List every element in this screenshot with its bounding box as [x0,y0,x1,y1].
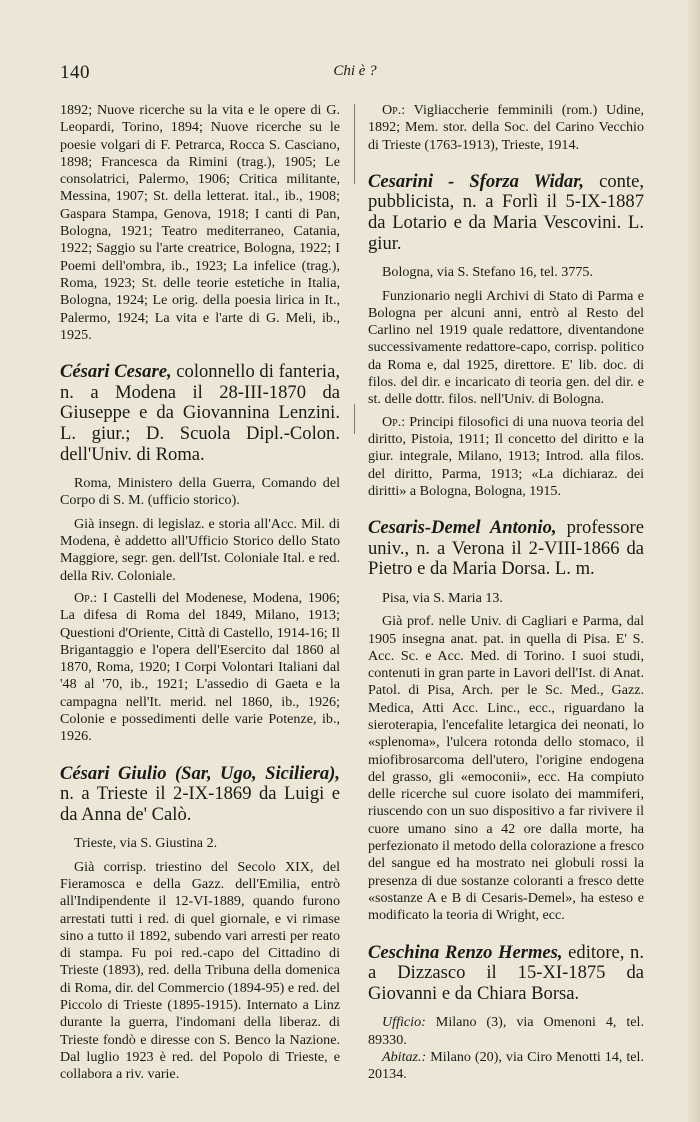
home-label: Abitaz.: [382,1048,427,1065]
office-label: Ufficio: [382,1014,426,1031]
entry-heading [368,172,644,254]
entry-name: Césari Cesare, [60,361,172,383]
entry-cesaris-demel [368,518,644,924]
entry-address: Roma, Ministero della Guerra, Comando del Corpo di S. M. (ufficio storico). [60,475,340,509]
entry-summary: editore, n. a Dizzasco il 15-XI-1875 da Giovanni e da Chiara Borsa. [368,941,644,1004]
entry-works [60,590,340,746]
column-divider [354,104,355,1104]
entry-biography: Già corrisp. triestino del Secolo XIX, del Fieramosca e della Gazz. dell'Emilia, entrò all'Indipendente il 12-VI-1889, quando furono arrestati tutti i red. di quel giornale, e vi rimase sino a tutto il 1892, subendo vari arresti per reato di stampa. Fu poi red.-capo del Cittadino di Trieste (1893), red. della Tribuna della domenica di Roma, dir. del Commercio (1894-95) e red. del Piccolo di Trieste (1895-1915). Internato a Linz durante la guerra, l'indomani della liberaz. di Trieste fondò e diresse con S. Benco la Nazione. Dal luglio 1923 è red. del Popolo di Trieste, e collabora a riv. varie. [60,858,340,1083]
entry-address: Trieste, via S. Giustina 2. [74,835,218,852]
entry-heading [60,362,340,465]
entry-cesari-cesare [60,362,340,745]
entry-summary: professore univ., n. a Verona il 2-VIII-1866 da Pietro e da Maria Dorsa. L. m. [368,517,645,580]
left-column [60,102,340,1084]
entry-summary: n. a Trieste il 2-IX-1869 da Luigi e da Anna de' Calò. [60,783,340,825]
entry-office-address [368,1014,644,1049]
entry-name: Césari Giulio (Sar, Ugo, Siciliera), [60,762,340,784]
entry-biography: Già prof. nelle Univ. di Cagliari e Parma, dal 1905 insegna anat. pat. in quella di Pisa. E' S. Acc. Sc. e Acc. Med. di Torino. I suoi studi, contenuti in gran parte in Lavori dell'Ist. di Anat. Patol. di Pisa, Arch. per le Sc. Med., Gazz. Medica, Atti Acc. Linc., ecc., riguardano la sieroterapia, l'encefalite letargica dei neonati, lo «splenoma», l'ulcera rotonda dello stomaco, il miofibrosarcoma dell'utero, l'origine endogena del grasso, gli «emoconii», ecc. Ha compiuto delle ricerche sul cuore isolato dei mammiferi, riuscendo con un suo dispositivo a far rivivere il cuore umano sino a 42 ore dalla morte, ha perfezionato il metodo della colorazione a fresco del sangue ed ha mostrato nei globuli rossi la presenza di due sostanze coloranti a fresco dette «sostanze A e B di Cesaris-Demel», ha esteso e modificato la teoria di Wright, ecc. [368,613,644,924]
entry-heading [60,764,340,826]
page-edge-shadow [686,0,700,1122]
page-number: 140 [60,62,90,83]
entry-name: Cesarini - Sforza Widar, [368,170,585,192]
works-label: Op.: [382,102,406,118]
entry-summary: colonnello di fanteria, n. a Modena il 28-III-1870 da Giuseppe e da Giovannina Lenzini. L. giur.; D. Scuola Dipl.-Colon. dell'Univ. di Roma. [60,361,340,465]
home-address: Milano (20), via Ciro Menotti 14, tel. 20134. [368,1048,644,1083]
entry-name: Cesaris-Demel Antonio, [368,517,557,539]
entry-cesari-giulio [60,764,340,1084]
entry-biography: Funzionario negli Archivi di Stato di Parma e Bologna per alcuni anni, entrò al Resto del Carlino nel 1919 quale redattore, diventandone successivamente redattore-capo, corrisp. politico da Roma e, dal 1925, direttore. E' lib. doc. di filos. del dir. e incaricato di teoria gen. del dir. e st. delle dottr. filos. nell'Univ. di Bologna. [368,287,644,408]
office-address: Milano (3), via Omenoni 4, tel. 89330. [368,1014,644,1048]
entry-ceschina [368,943,644,1084]
continued-entry: 1892; Nuove ricerche su la vita e le opere di G. Leopardi, Torino, 1894; Nuove ricerche su le poesie volgari di F. Petrarca, Rocca S. Casciano, 1898; Francesca da Rimini (trag.), 1905; Le consolatrici, Palermo, 1906; Critica militante, Messina, 1907; St. della letterat. ital., ib., 1908; Gaspara Stampa, Genova, 1918; I canti di Pan, Bologna, 1921; Teatro mediterraneo, Catania, 1922; Saggio su l'arte creatrice, Bologna, 1922; I Poemi dell'ombra, ib., 1923; La infelice (trag.), Roma, 1923; St. delle teorie estetiche in Italia, Bologna, 1924; Le orig. della poesia lirica in It., Palermo, 1924; La vita e l'arte di G. Meli, ib., 1925. [60,102,340,343]
right-column [368,102,644,1084]
page-header [60,62,650,86]
running-title: Chi è ? [333,63,377,79]
works-list: Principi filosofici di una nuova teoria del diritto, Pistoia, 1911; Il concetto del diritto e la giur. integrale, Milano, 1913; Introd. alla filos. del diritto, Parma, 1913; «La dichiaraz. dei diritti» a Bologna, Bologna, 1915. [368,413,644,499]
entry-biography: Già insegn. di legislaz. e storia all'Acc. Mil. di Modena, è addetto all'Ufficio Storico dello Stato Maggiore, segr. gen. dell'Ist. Coloniale Ital. e red. della Riv. Coloniale. [60,515,340,584]
entry-cesarini-sforza [368,172,644,500]
entry-home-address [368,1049,644,1084]
entry-address: Bologna, via S. Stefano 16, tel. 3775. [382,264,593,281]
works-list: I Castelli del Modenese, Modena, 1906; La difesa di Roma del 1849, Milano, 1913; Questioni d'Oriente, Città di Castello, 1914-16; Il Brigantaggio e l'opera dell'Esercito dal 1860 al 1870, Roma, 1920; I Corpi Volontari Italiani dal '48 al '70, ib., 1921; L'assedio di Gaeta e la campagna nell'It. merid. nel 1860, ib., 1926; Colonie e possedimenti delle varie Potenze, ib., 1926. [60,589,340,745]
entry-name: Ceschina Renzo Hermes, [368,941,563,963]
entry-works [368,414,644,500]
works-label: Op.: [74,589,98,606]
entry-summary: conte, pubblicista, n. a Forlì il 5-IX-1887 da Lotario e da Maria Vescovini. L. giur. [368,170,644,254]
entry-address: Pisa, via S. Maria 13. [382,589,503,606]
entry-heading [368,518,644,580]
works-label: Op.: [382,413,406,430]
works-list: Vigliaccherie femminili (rom.) Udine, 1892; Mem. stor. della Soc. del Carino Vecchio di Trieste (1763-1913), Trieste, 1914. [368,102,644,153]
continued-works [368,102,644,154]
entry-heading [368,943,644,1005]
